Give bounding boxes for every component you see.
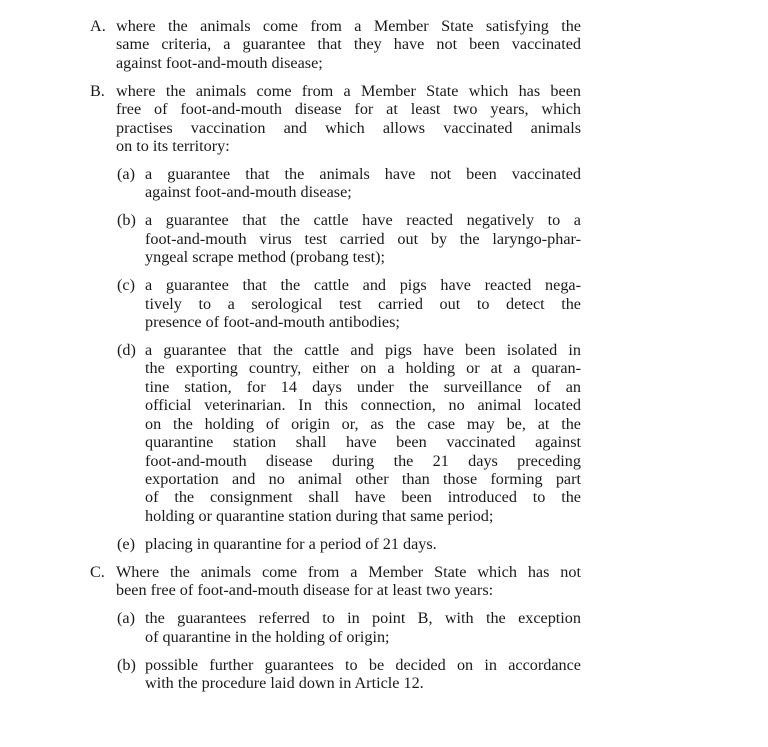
text-line: a guarantee that the animals have not been vaccinated [145,165,581,184]
text-line: foot-and-mouth disease during the 21 days preceding [145,451,581,470]
section-text [116,563,581,600]
text-line: a guarantee that the cattle and pigs have reacted nega- [145,276,581,295]
text-line: official veterinarian. In this connection, no animal located [145,396,581,415]
text-line: on to its territory: [116,137,230,156]
subitem-text [145,656,581,693]
subitem-text [145,341,581,525]
text-line: been free of foot-and-mouth disease for at least two years: [116,581,494,600]
text-line: possible further guarantees to be decided on in accordance [145,655,581,674]
section-b-item-e [117,535,581,553]
text-line: quarantine station shall have been vaccinated against [145,433,581,452]
section-b-item-d [117,341,581,525]
text-line: of the consignment shall have been introduced to the [145,488,581,507]
subitem-text [145,609,581,646]
section-a [90,17,581,72]
text-line: with the procedure laid down in Article 12. [145,673,424,692]
text-line: yngeal scrape method (probang test); [145,248,386,267]
subitem-label: (b) [117,211,136,230]
text-line: where the animals come from a Member State satisfying the [116,17,581,35]
text-line: holding or quarantine station during that same period; [145,506,494,525]
section-b-item-a [117,165,581,202]
document-page [90,17,581,702]
subitem-text [145,165,581,202]
text-line: foot-and-mouth virus test carried out by the laryngo-phar- [145,229,581,248]
text-line: a guarantee that the cattle and pigs have been isolated in [145,341,581,360]
section-label: A. [90,17,106,35]
text-line: of quarantine in the holding of origin; [145,627,390,646]
text-line: a guarantee that the cattle have reacted negatively to a [145,211,581,230]
text-line: exportation and no animal other than those forming part [145,469,581,488]
section-c-item-b [117,656,581,693]
section-text [116,17,581,72]
text-line: on the holding of origin or, as the case may be, at the [145,414,581,433]
section-c [90,563,581,600]
text-line: practises vaccination and which allows vaccinated animals [116,118,581,137]
section-c-item-a [117,609,581,646]
text-line: tine station, for 14 days under the surveillance of an [145,377,581,396]
section-text [116,82,581,156]
subitem-label: (c) [117,276,135,295]
subitem-label: (a) [117,609,135,628]
text-line: placing in quarantine for a period of 21 days. [145,534,437,553]
text-line: same criteria, a guarantee that they have not been vaccinated [116,35,581,54]
text-line: the guarantees referred to in point B, with the exception [145,609,581,628]
section-label: B. [90,81,105,100]
text-line: against foot-and-mouth disease; [145,183,352,202]
subitem-text [145,211,581,266]
text-line: free of foot-and-mouth disease for at least two years, which [116,100,581,119]
text-line: tively to a serological test carried out to detect the [145,294,581,313]
text-line: presence of foot-and-mouth antibodies; [145,313,400,332]
section-label: C. [90,562,105,581]
subitem-label: (e) [117,534,135,553]
text-line: the exporting country, either on a holding or at a quaran- [145,359,581,378]
subitem-label: (a) [117,165,135,184]
subitem-text [145,276,581,331]
subitem-label: (d) [117,341,136,360]
text-line: Where the animals come from a Member State which has not [116,562,581,581]
subitem-label: (b) [117,655,136,674]
text-line: against foot-and-mouth disease; [116,53,323,72]
section-b-item-c [117,276,581,331]
section-b [90,82,581,156]
subitem-text [145,535,581,553]
section-b-item-b [117,211,581,266]
text-line: where the animals come from a Member State which has been [116,81,581,100]
